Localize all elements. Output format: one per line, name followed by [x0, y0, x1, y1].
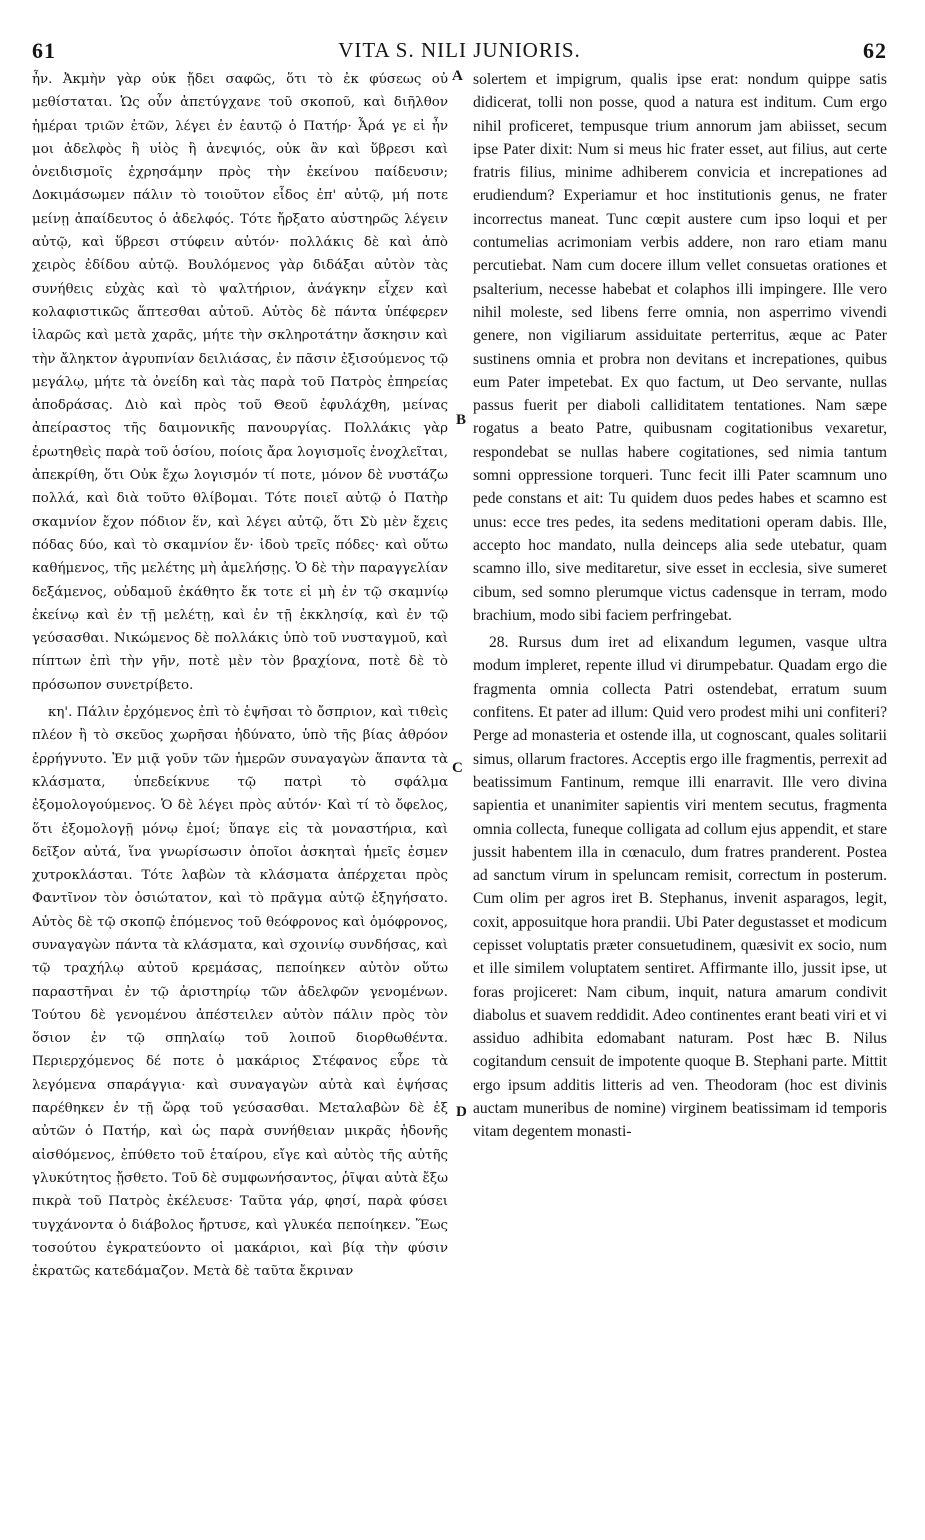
margin-letter-b: B: [456, 412, 467, 428]
greek-paragraph: κη'. Πάλιν ἐρχόμενος ἐπὶ τὸ ἑψῆσαι τὸ ὄσπριον, καὶ τιθεὶς πλέον ἢ τὸ σκεῦος χωρῆσαι ἠδύνατο, ὑπὸ τῆς βίας ἀθρόον ἐρρήγνυτο. Ἐν μιᾷ γοῦν τῶν ἡμερῶν συναγαγὼν ἅπαντα τὰ κλάσματα, ὑπεδείκνυε τῷ πατρὶ τὸ σφάλμα ἐξομολογούμενος. Ὁ δὲ λέγει πρὸς αὐτόν· Καὶ τί τὸ ὄφελος, ὅτι ἐξομολογῇ μόνῳ ἐμοί; ὕπαγε εἰς τὰ μοναστήρια, καὶ δεῖξον αὐτά, ἵνα γνωρίσωσιν ὁποῖοι ἀσκηταὶ ἡμεῖς ἐσμεν χυτροκλάσται. Τότε λαβὼν τὰ κλάσματα ἀπέρχεται πρὸς Φαντῖνον τὸν ὁσιώτατον, καὶ τὸ πρᾶγμα αὐτῷ ἐξηγήσατο. Αὐτὸς δὲ τῷ σκοπῷ ἑπόμενος τοῦ θεόφρονος καὶ ὁμόφρονος, συναγαγὼν πάντα τὰ κλάσματα, καὶ σχοινίῳ συνδήσας, καὶ τῷ τραχήλῳ αὐτοῦ κρεμάσας, πεποίηκεν αὐτὸν οὕτω παραστῆναι ἐν τῷ ἀριστηρίῳ τῶν ἀδελφῶν γενομένων. Τούτου δὲ γενομένου ἀπέστειλεν αὐτὸν πάλιν πρὸς τὸν ὅσιον ἐν τῷ σπηλαίῳ τοῦ λοιποῦ διορθωθέντα. Περιερχόμενος δέ ποτε ὁ μακάριος Στέφανος εὗρε τὰ λεγόμενα σπαράγγια· καὶ συναγαγὼν αὐτὰ καὶ ἑψήσας παρέθηκεν ἐν τῇ ὥρᾳ τοῦ γεύσασθαι. Μεταλαβὼν δὲ ἐξ αὐτῶν ὁ Πατήρ, καὶ ὡς παρὰ συνήθειαν μικρᾶς ἡδονῆς αἰσθόμενος, ἐπύθετο τοῦ ἑταίρου, εἴγε καὶ αὐτὸς τῆς αὐτῆς γλυκύτητος ᾔσθετο. Τοῦ δὲ συμφωνήσαντος, ῥῖψαι αὐτὰ ἔξω πικρὰ τοῦ Πατρὸς ἐκέλευσε· Ταῦτα γάρ, φησί, παρὰ φύσει τυγχάνοντα ὁ διάβολος ἤρτυσε, καὶ γλυκέα πεποίηκεν. Ἕως τοσούτου ἐγκρατεύοντο οἱ μακάριοι, καὶ βίᾳ τὴν φύσιν ἐκρατῶς κατεδάμαζον. Μετὰ δὲ ταῦτα ἔκριναν: [32, 705, 448, 1280]
running-title: VITA S. NILI JUNIORIS.: [338, 38, 581, 62]
latin-column: [473, 68, 887, 1144]
greek-paragraph: ἦν. Ἀκμὴν γὰρ οὐκ ᾔδει σαφῶς, ὅτι τὸ ἐκ φύσεως οὐ μεθίσταται. Ὡς οὖν ἀπετύγχανε τοῦ σκοποῦ, καὶ διῆλθον ἡμέραι τριῶν ἐτῶν, λέγει ἐν ἑαυτῷ ὁ Πατήρ· Ἆρά γε εἰ ἦν μοι ἀδελφὸς ἢ υἱὸς ἢ ἀνεψιός, οὐκ ἂν καὶ ὕβρεσι καὶ ὀνειδισμοῖς ἐχρησάμην πρὸς τὴν ἐκείνου παίδευσιν; Δοκιμάσωμεν πάλιν τὸ τοιοῦτον εἶδος ἐπ' αὐτῷ, μή ποτε μείνῃ ἀπαίδευτος ὁ ἀδελφός. Τότε ἤρξατο αὐστηρῶς λέγειν αὐτῷ, καὶ ὕβρεσι στύφειν αὐτόν· πολλάκις δὲ καὶ ἀπὸ χειρὸς ἐδίδου αὐτῷ. Βουλόμενος γὰρ διδάξαι αὐτὸν τὰς συνήθεις εὐχὰς καὶ τὸ ψαλτήριον, ἀνάγκην εἶχεν καὶ κολαφιστικῶς ἅπτεσθαι αὐτοῦ. Αὐτὸς δὲ πάντα ὑπέφερεν ἱλαρῶς καὶ μετὰ χαρᾶς, μήτε τὴν σκληροτάτην ἄσκησιν καὶ τὴν ἄληκτον ἀγρυπνίαν δειλιάσας, ἐν πᾶσιν ἐξισούμενος τῷ μεγάλῳ, μήτε τὰ ὀνείδη καὶ τὰς παρὰ τοῦ Πατρὸς ἐπηρείας ἀποδράσας. Διὸ καὶ πρὸς τοῦ Θεοῦ ἐφυλάχθη, μείνας ἀπείραστος τῆς δαιμονικῆς πανουργίας. Πολλάκις γὰρ ἐρωτηθεὶς παρὰ τοῦ ὁσίου, ποίοις ἄρα λογισμοῖς ἐνοχλεῖται, ἀπεκρίθη, ὅτι Οὐκ ἔχω λογισμόν τί ποτε, μόνον δὲ νυστάζω πολλά, καὶ διὰ τοῦτο θλίβομαι. Τότε ποιεῖ αὐτῷ ὁ Πατὴρ σκαμνίον ἔχον πόδιον ἕν, καὶ λέγει αὐτῷ, ὅτι Σὺ μὲν ἔχεις πόδας δύο, καὶ τὸ σκαμνίον ἕν· ἰδοὺ τρεῖς πόδες· καὶ οὕτω καθήμενος, τῆς μελέτης μὴ ἀμελήσῃς. Ὁ δὲ τὴν παραγγελίαν δεξάμενος, οὐδαμοῦ ἐκάθητο ἔκ τοτε εἰ μὴ ἐν τῷ σκαμνίῳ ἐκείνῳ καὶ ἐν τῇ μελέτῃ, καὶ ἐν τῇ ἐκκλησίᾳ, καὶ ἐν τῷ γεύσασθαι. Νικώμενος δὲ πολλάκις ὑπὸ τοῦ νυσταγμοῦ, καὶ πίπτων ἐπὶ τὴν γῆν, ποτὲ μὲν τὸν βραχίονα, ποτὲ δὲ τὸ πρόσωπον συνετρίβετο.: [32, 72, 448, 693]
latin-paragraph: solertem et impigrum, qualis ipse erat: nondum quippe satis didicerat, tolli non posse, quod a natura est inditum. Cum ergo nihil proficeret, tempusque trium annorum jam abiisset, secum ipse Pater dixit: Num si meus hic frater esset, aut filius, aut certe fratris filius, minime adhiberem convicia et increpationes ad erudiendum? Experiamur et hoc institutionis genus, ne frater incorrectus maneat. Tunc cœpit austere cum ipso loqui et per contumelias acrimoniam verbis addere, non raro etiam manu percutiebat. Nam cum docere illum vellet consuetas orationes et psalterium, necesse habebat et colaphos illi impingere. Ille vero nihil moleste, sed libens ferre omnia, non asperrimo vivendi genere, non vigiliarum assiduitate perterritus, æque ac Pater sustinens omnia et probra non devitans et increpationes, quibus eum Pater impetebat. Ex quo factum, ut Deo servante, nullas passus fuerit per diaboli calliditatem tentationes. Nam sæpe rogatus a beato Patre, quibusnam cogitationibus vexaretur, respondebat se nullas habere cogitationes, sed nimia tantum somni oppressione torqueri. Tunc fecit illi Pater scamnum uno pede constans et ait: Tu quidem duos pedes habes et scamno est unus: ecce tres pedes, ita sedens meditationi operam dabis. Ille, accepto hoc mandato, nulla deinceps alia sede utebatur, quam scamno illo, sive meditaretur, sive esset in ecclesia, sive sumeret cibum, sed somno plerumque victus cadensque in terram, modo brachium, modo sibi faciem perfringebat.: [473, 71, 887, 624]
margin-letter-c: C: [452, 760, 463, 776]
page-number-right: 62: [863, 38, 887, 63]
page-number-left: 61: [32, 38, 56, 63]
latin-paragraph: 28. Rursus dum iret ad elixandum legumen, vasque ultra modum impleret, repente illud vi dirumpebatur. Quadam ergo die fragmenta omnia collecta Patri ostendebat, erratum suum confitens. Et pater ad illum: Quid vero prodest mihi uni confiteri? Perge ad monasteria et ostende illa, ut cognoscant, quales solitarii simus, ollarum fractores. Acceptis ergo ille fragmentis, perrexit ad beatissimum Fantinum, remque illi enarravit. Ille vero divina sapientia et unanimiter sapientis viri mentem secutus, fragmenta omnia collecta, funeque colligata ad collum ejus appendit, et stare jussit habentem illa in cœnaculo, dum fratres pranderent. Postea ad sanctum virum in speluncam remisit, correctum in posterum. Cum olim per agros iret B. Stephanus, invenit asparagos, legit, coxit, apposuitque hora prandii. Ubi Pater degustasset et modicum cepisset voluptatis præter consuetudinem, quæsivit ex socio, num et ille similem voluptatem sentiret. Affirmante illo, jussit ipse, ut foras projiceret: Nam cibum, inquit, natura amarum condivit diabolus et suavem reddidit. Adeo continentes erant beati viri et vi assiduo adhibita edomabant naturam. Post hæc B. Nilus cogitandum censuit de impotente quoque B. Stephani parte. Mittit ergo ipsum additis litteris ad ven. Theodoram (hoc est divinis auctam muneribus de nomine) virginem beatissimam id temporis vitam degentem monasti-: [473, 634, 888, 1141]
margin-letter-d: D: [456, 1104, 467, 1120]
greek-column: [32, 68, 448, 1283]
margin-letter-a: A: [452, 68, 463, 84]
page-header: [32, 38, 887, 68]
